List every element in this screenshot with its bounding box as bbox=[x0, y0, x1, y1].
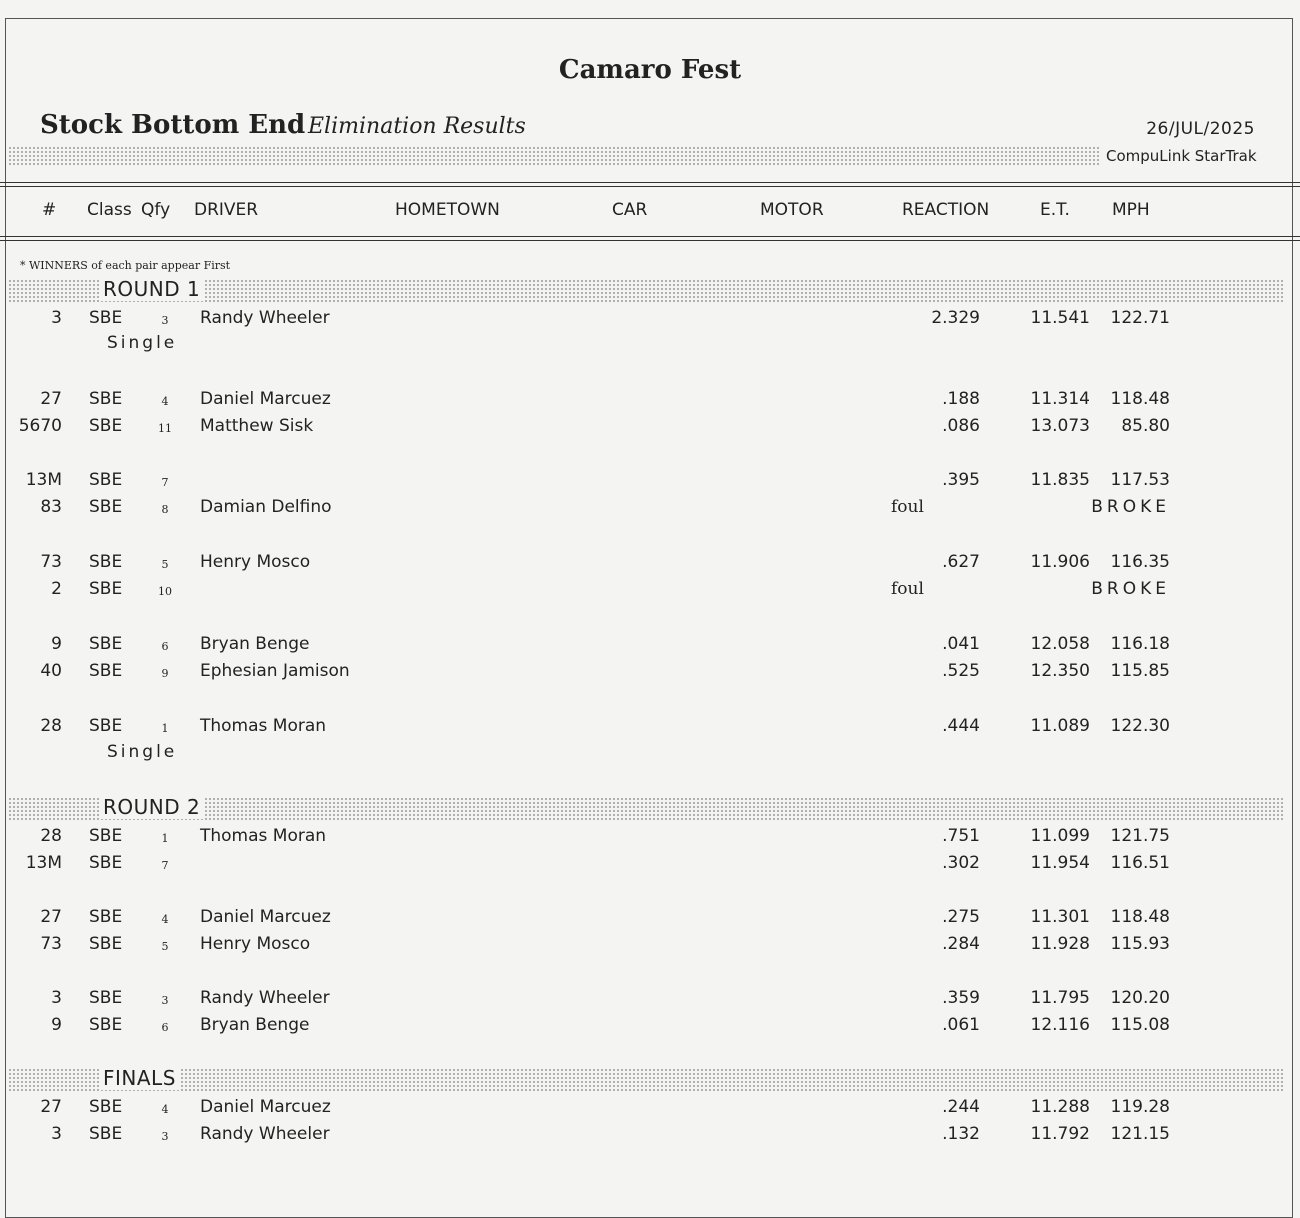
driver-cell: Daniel Marcuez bbox=[200, 1097, 331, 1117]
et-cell: 11.835 bbox=[1030, 470, 1090, 490]
mph-cell: 119.28 bbox=[1110, 1097, 1170, 1117]
driver-cell: Randy Wheeler bbox=[200, 308, 330, 328]
driver-cell: Thomas Moran bbox=[200, 826, 327, 846]
et-cell: 11.792 bbox=[1030, 1124, 1090, 1144]
qualifier-cell: 3 bbox=[161, 994, 169, 1007]
car-number: 28 bbox=[40, 716, 62, 736]
et-cell: 11.099 bbox=[1030, 826, 1090, 846]
reaction-cell: .132 bbox=[942, 1124, 980, 1144]
table-row bbox=[0, 552, 1300, 576]
winners-note: * WINNERS of each pair appear First bbox=[20, 259, 231, 272]
qualifier-cell: 8 bbox=[161, 503, 169, 516]
table-row bbox=[0, 853, 1300, 877]
driver-cell: Bryan Benge bbox=[200, 634, 310, 654]
qualifier-cell: 4 bbox=[161, 913, 169, 926]
reaction-cell: .444 bbox=[942, 716, 980, 736]
class-cell: SBE bbox=[89, 716, 123, 736]
timing-system: CompuLink StarTrak bbox=[1106, 147, 1257, 165]
car-number: 3 bbox=[51, 308, 62, 328]
table-row bbox=[0, 661, 1300, 685]
class-cell: SBE bbox=[89, 934, 123, 954]
class-cell: SBE bbox=[89, 988, 123, 1008]
car-number: 73 bbox=[40, 934, 62, 954]
table-row bbox=[0, 308, 1300, 332]
reaction-cell: .359 bbox=[942, 988, 980, 1008]
foul-cell: foul bbox=[891, 497, 924, 517]
divider bbox=[0, 182, 1300, 183]
col-header-driver: DRIVER bbox=[194, 200, 259, 220]
driver-cell: Daniel Marcuez bbox=[200, 389, 331, 409]
round-band bbox=[8, 1068, 1284, 1092]
class-cell: SBE bbox=[89, 470, 123, 490]
car-number: 3 bbox=[51, 988, 62, 1008]
col-header-car: CAR bbox=[612, 200, 648, 220]
et-cell: 11.954 bbox=[1030, 853, 1090, 873]
driver-cell: Randy Wheeler bbox=[200, 988, 330, 1008]
reaction-cell: .244 bbox=[942, 1097, 980, 1117]
class-cell: SBE bbox=[89, 308, 123, 328]
class-cell: SBE bbox=[89, 826, 123, 846]
divider bbox=[0, 240, 1300, 241]
mph-cell: 116.18 bbox=[1110, 634, 1170, 654]
class-cell: SBE bbox=[89, 1015, 123, 1035]
car-number: 83 bbox=[40, 497, 62, 517]
car-number: 9 bbox=[51, 634, 62, 654]
driver-cell: Bryan Benge bbox=[200, 1015, 310, 1035]
qualifier-cell: 6 bbox=[161, 640, 169, 653]
qualifier-cell: 11 bbox=[158, 422, 172, 435]
car-number: 3 bbox=[51, 1124, 62, 1144]
qualifier-cell: 1 bbox=[161, 832, 169, 845]
reaction-cell: .627 bbox=[942, 552, 980, 572]
car-number: 27 bbox=[40, 907, 62, 927]
qualifier-cell: 3 bbox=[161, 1130, 169, 1143]
class-cell: SBE bbox=[89, 634, 123, 654]
event-title: Camaro Fest bbox=[558, 55, 742, 85]
car-number: 27 bbox=[40, 1097, 62, 1117]
mph-cell: 118.48 bbox=[1110, 389, 1170, 409]
class-cell: SBE bbox=[89, 1124, 123, 1144]
et-cell: 12.116 bbox=[1030, 1015, 1090, 1035]
col-header-et: E.T. bbox=[1040, 200, 1070, 220]
qualifier-cell: 7 bbox=[161, 476, 169, 489]
et-cell: 12.350 bbox=[1030, 661, 1090, 681]
results-subtitle: Elimination Results bbox=[308, 114, 526, 139]
col-header-mph: MPH bbox=[1112, 200, 1150, 220]
table-row bbox=[0, 1124, 1300, 1148]
et-cell: 11.314 bbox=[1030, 389, 1090, 409]
qualifier-cell: 10 bbox=[158, 585, 172, 598]
qualifier-cell: 7 bbox=[161, 859, 169, 872]
single-label: Single bbox=[107, 742, 178, 762]
qualifier-cell: 9 bbox=[161, 667, 169, 680]
qualifier-cell: 4 bbox=[161, 395, 169, 408]
class-cell: SBE bbox=[89, 579, 123, 599]
mph-cell: 85.80 bbox=[1121, 416, 1170, 436]
car-number: 5670 bbox=[18, 416, 62, 436]
class-cell: SBE bbox=[89, 907, 123, 927]
class-cell: SBE bbox=[89, 853, 123, 873]
car-number: 40 bbox=[40, 661, 62, 681]
reaction-cell: .395 bbox=[942, 470, 980, 490]
car-number: 2 bbox=[51, 579, 62, 599]
broke-cell: BROKE bbox=[1091, 497, 1170, 517]
table-row bbox=[0, 934, 1300, 958]
mph-cell: 120.20 bbox=[1110, 988, 1170, 1008]
table-row bbox=[0, 470, 1300, 494]
car-number: 13M bbox=[25, 853, 62, 873]
round-band bbox=[8, 279, 1284, 303]
et-cell: 11.089 bbox=[1030, 716, 1090, 736]
divider bbox=[0, 186, 1300, 187]
mph-cell: 121.75 bbox=[1110, 826, 1170, 846]
round-label: FINALS bbox=[100, 1066, 179, 1090]
broke-cell: BROKE bbox=[1091, 579, 1170, 599]
et-cell: 11.301 bbox=[1030, 907, 1090, 927]
table-row bbox=[0, 988, 1300, 1012]
driver-cell: Daniel Marcuez bbox=[200, 907, 331, 927]
driver-cell: Matthew Sisk bbox=[200, 416, 314, 436]
mph-cell: 121.15 bbox=[1110, 1124, 1170, 1144]
reaction-cell: .086 bbox=[942, 416, 980, 436]
table-row bbox=[0, 634, 1300, 658]
mph-cell: 115.08 bbox=[1110, 1015, 1170, 1035]
class-name: Stock Bottom End bbox=[40, 110, 306, 140]
qualifier-cell: 3 bbox=[161, 314, 169, 327]
reaction-cell: .525 bbox=[942, 661, 980, 681]
reaction-cell: .302 bbox=[942, 853, 980, 873]
table-row bbox=[0, 1015, 1300, 1039]
table-row bbox=[0, 907, 1300, 931]
et-cell: 11.541 bbox=[1030, 308, 1090, 328]
mph-cell: 118.48 bbox=[1110, 907, 1170, 927]
class-cell: SBE bbox=[89, 1097, 123, 1117]
table-row bbox=[0, 716, 1300, 740]
car-number: 28 bbox=[40, 826, 62, 846]
reaction-cell: .275 bbox=[942, 907, 980, 927]
event-date: 26/JUL/2025 bbox=[1146, 119, 1255, 139]
col-header-motor: MOTOR bbox=[760, 200, 824, 220]
et-cell: 11.928 bbox=[1030, 934, 1090, 954]
mph-cell: 116.51 bbox=[1110, 853, 1170, 873]
driver-cell: Thomas Moran bbox=[200, 716, 327, 736]
qualifier-cell: 1 bbox=[161, 722, 169, 735]
table-row bbox=[0, 389, 1300, 413]
driver-cell: Henry Mosco bbox=[200, 552, 311, 572]
reaction-cell: .751 bbox=[942, 826, 980, 846]
et-cell: 11.795 bbox=[1030, 988, 1090, 1008]
mph-cell: 117.53 bbox=[1110, 470, 1170, 490]
driver-cell: Ephesian Jamison bbox=[200, 661, 350, 681]
class-cell: SBE bbox=[89, 552, 123, 572]
col-header-qfy: Qfy bbox=[141, 200, 171, 220]
col-header-reaction: REACTION bbox=[902, 200, 990, 220]
car-number: 13M bbox=[25, 470, 62, 490]
table-row bbox=[0, 1097, 1300, 1121]
reaction-cell: .284 bbox=[942, 934, 980, 954]
driver-cell: Henry Mosco bbox=[200, 934, 311, 954]
col-header-class: Class bbox=[87, 200, 132, 220]
mph-cell: 122.71 bbox=[1110, 308, 1170, 328]
et-cell: 11.288 bbox=[1030, 1097, 1090, 1117]
qualifier-cell: 4 bbox=[161, 1103, 169, 1116]
qualifier-cell: 6 bbox=[161, 1021, 169, 1034]
et-cell: 13.073 bbox=[1030, 416, 1090, 436]
table-row bbox=[0, 416, 1300, 440]
class-cell: SBE bbox=[89, 416, 123, 436]
car-number: 73 bbox=[40, 552, 62, 572]
reaction-cell: .041 bbox=[942, 634, 980, 654]
mph-cell: 115.93 bbox=[1110, 934, 1170, 954]
reaction-cell: 2.329 bbox=[931, 308, 980, 328]
table-row bbox=[0, 497, 1300, 521]
single-label: Single bbox=[107, 333, 178, 353]
class-cell: SBE bbox=[89, 497, 123, 517]
foul-cell: foul bbox=[891, 579, 924, 599]
table-row bbox=[0, 579, 1300, 603]
col-header-hometown: HOMETOWN bbox=[395, 200, 500, 220]
mph-cell: 122.30 bbox=[1110, 716, 1170, 736]
mph-cell: 116.35 bbox=[1110, 552, 1170, 572]
header-dot-band bbox=[8, 146, 1100, 166]
reaction-cell: .061 bbox=[942, 1015, 980, 1035]
round-label: ROUND 1 bbox=[100, 277, 203, 301]
class-cell: SBE bbox=[89, 389, 123, 409]
divider bbox=[0, 236, 1300, 237]
mph-cell: 115.85 bbox=[1110, 661, 1170, 681]
table-row bbox=[0, 826, 1300, 850]
et-cell: 11.906 bbox=[1030, 552, 1090, 572]
reaction-cell: .188 bbox=[942, 389, 980, 409]
car-number: 27 bbox=[40, 389, 62, 409]
driver-cell: Randy Wheeler bbox=[200, 1124, 330, 1144]
round-band bbox=[8, 797, 1284, 821]
car-number: 9 bbox=[51, 1015, 62, 1035]
et-cell: 12.058 bbox=[1030, 634, 1090, 654]
class-cell: SBE bbox=[89, 661, 123, 681]
qualifier-cell: 5 bbox=[161, 558, 169, 571]
qualifier-cell: 5 bbox=[161, 940, 169, 953]
round-label: ROUND 2 bbox=[100, 795, 203, 819]
col-header-num: # bbox=[42, 200, 57, 220]
driver-cell: Damian Delfino bbox=[200, 497, 332, 517]
